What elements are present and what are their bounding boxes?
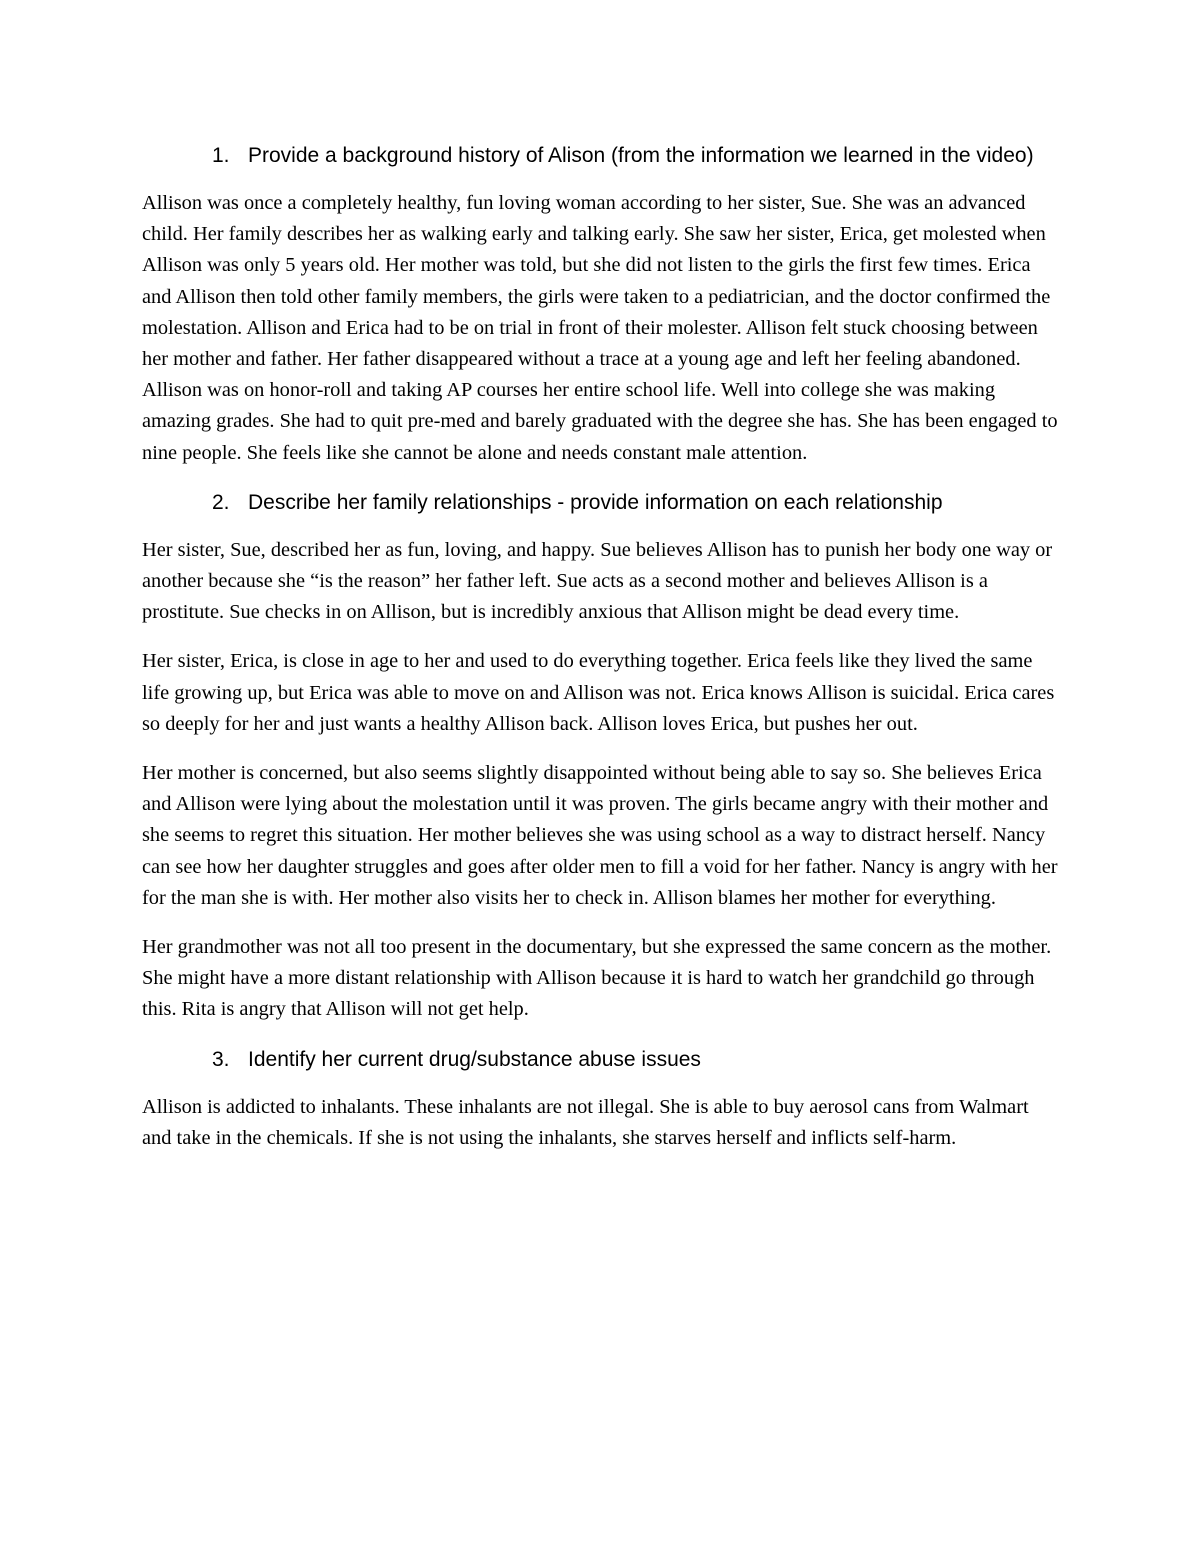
question-1: [142, 140, 1062, 172]
question-2-text: Describe her family relationships - provide information on each relationship: [248, 490, 943, 514]
answer-family-grandmother: Her grandmother was not all too present in the documentary, but she expressed the same concern as the mother. She might have a more distant relationship with Allison because it is hard to watch her grandchild go through this. Rita is angry that Allison will not get help.: [142, 936, 1052, 1021]
question-1-number: 1.: [212, 144, 230, 167]
answer-family-mother: Her mother is concerned, but also seems slightly disappointed without being able to say so. She believes Erica and Allison were lying about the molestation until it was proven. The girls became angry with their mother and she seems to regret this situation. Her mother believes she was using school as a way to distract herself. Nancy can see how her daughter struggles and goes after older men to fill a void for her father. Nancy is angry with her for the man she is with. Her mother also visits her to check in. Allison blames her mother for everything.: [142, 762, 1058, 909]
question-1-text: Provide a background history of Alison (from the information we learned in the video): [248, 144, 1034, 167]
answer-family-erica: Her sister, Erica, is close in age to her and used to do everything together. Erica feels like they lived the same life growing up, but Erica was able to move on and Allison was not. Erica knows Allison is suicidal. Erica cares so deeply for her and just wants a healthy Allison back. Allison loves Erica, but pushes her out.: [142, 650, 1055, 735]
question-3-number: 3.: [212, 1047, 230, 1071]
answer-background-history: Allison was once a completely healthy, fun loving woman according to her sister, Sue. She was an advanced child. Her family describes her as walking early and talking early. She saw her sister, Erica, get molested when Allison was only 5 years old. Her mother was told, but she did not listen to the girls the first few times. Erica and Allison then told other family members, the girls were taken to a pediatrician, and the doctor confirmed the molestation. Allison and Erica had to be on trial in front of their molester. Allison felt stuck choosing between her mother and father. Her father disappeared without a trace at a young age and left her feeling abandoned. Allison was on honor-roll and taking AP courses her entire school life. Well into college she was making amazing grades. She had to quit pre-med and barely graduated with the degree she has. She has been engaged to nine people. She feels like she cannot be alone and needs constant male attention.: [142, 192, 1058, 464]
question-3-text: Identify her current drug/substance abuse issues: [248, 1047, 701, 1071]
question-2: [142, 487, 1062, 519]
answer-substance-abuse: Allison is addicted to inhalants. These inhalants are not illegal. She is able to buy aerosol cans from Walmart and take in the chemicals. If she is not using the inhalants, she starves herself and inflicts self-harm.: [142, 1095, 1029, 1149]
document-body: [142, 140, 1062, 1154]
question-2-number: 2.: [212, 490, 230, 514]
answer-family-sue: Her sister, Sue, described her as fun, loving, and happy. Sue believes Allison has to punish her body one way or another because she “is the reason” her father left. Sue acts as a second mother and believes Allison is a prostitute. Sue checks in on Allison, but is incredibly anxious that Allison might be dead every time.: [142, 538, 1053, 624]
question-3: [142, 1044, 1062, 1076]
